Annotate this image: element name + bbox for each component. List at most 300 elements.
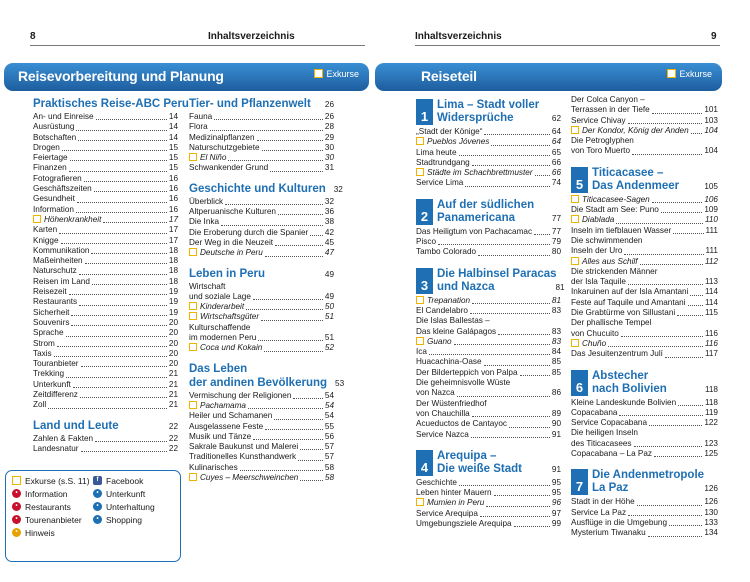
toc-entry [416,378,561,388]
page-ref: 66 [551,168,561,178]
chapter-heading [416,99,561,125]
exkurs-entry [416,296,561,306]
entry-label: Der Weg in die Neuzeit [189,237,274,247]
chapter-title-line [592,180,718,193]
section-heading [189,363,334,376]
toc-entry [33,256,178,266]
entry-label: im modernen Peru [189,333,257,343]
page-ref: 118 [704,397,718,407]
leader [253,299,323,300]
entry-text [571,126,689,136]
leader [274,419,323,420]
entry-text [189,197,223,207]
chapter-number: 6 [571,379,588,396]
page-ref: 17 [168,225,178,235]
entry-label: Heiler und Schamanen [189,411,273,421]
toc-entry [571,267,718,277]
toc-entry [416,158,561,168]
entry-text [189,312,259,322]
entry-text [33,349,52,359]
page-ref: 52 [324,343,334,353]
leader [81,451,167,452]
page-ref: 51 [324,333,334,343]
leader [459,155,550,156]
page-ref: 54 [324,390,334,400]
entry-label: Der Wüstenfriedhof [416,398,487,408]
entry-text [189,292,251,302]
toc-column-1 [33,98,189,454]
chapter-bar [416,99,433,108]
chapter-title-text: nach Bolivien [592,382,667,395]
leader [486,506,550,507]
entry-text [416,306,468,316]
entertainment-icon: • [93,502,102,511]
entry-text [189,112,212,122]
section-title: Das Leben [189,362,248,375]
toc-entry [571,349,718,359]
entry-text [571,518,667,528]
entry-label: Inkaruinen auf der Isla Amantani [571,287,689,297]
leader [454,344,550,345]
page-ref: 74 [551,178,561,188]
leader [103,222,167,223]
chapter-bar [416,268,433,277]
entry-text [416,127,482,137]
entry-text [416,419,507,429]
exkurs-icon [416,296,424,304]
leader [300,480,323,481]
page-ref: 119 [704,407,718,417]
leader [648,536,703,537]
entry-text [571,105,650,115]
entry-label: Zahlen & Fakten [33,433,94,443]
page-ref: 133 [704,517,718,527]
page-ref: 90 [551,419,561,429]
toc-entry [33,369,178,379]
entry-label: Feste auf Taquile und Amantani [571,297,686,307]
chapter-title [437,450,561,476]
entry-label: Überblick [189,196,224,206]
chapter-title-text: und Nazca [437,280,495,293]
chapter-title-line [592,383,718,396]
entry-text [189,442,298,452]
page-ref: 54 [324,411,334,421]
page-ref: 31 [324,163,334,173]
entry-label: Städte im Schachbrettmuster [427,168,533,178]
chapter-heading [416,199,561,225]
leader [76,130,166,131]
legend-item [93,488,174,499]
toc-entry [33,308,178,318]
leader [470,313,550,314]
leader [619,415,703,416]
leader [61,243,167,244]
entry-label: Mumien in Peru [427,498,485,508]
entry-text [571,116,626,126]
entry-text [571,205,659,215]
entry-label: Naturschutz [33,266,77,276]
entry-label: Karten [33,225,58,235]
page-ref: 115 [704,308,718,318]
entry-text [33,194,75,204]
entry-text [571,528,646,538]
chapter-marker [416,450,433,476]
entry-text [33,287,67,297]
entry-label: Mysterium Tiwanaku [571,528,646,538]
exkurs-icon [189,153,197,161]
page-ref: 104 [704,125,718,135]
leader [265,429,323,430]
page-ref: 17 [168,235,178,245]
entry-text [416,498,484,508]
page-ref: 20 [168,348,178,358]
page-ref: 80 [551,247,561,257]
entry-text [571,257,638,267]
entry-text [189,122,208,132]
entry-text [189,282,225,292]
leader [691,133,703,134]
entry-text [416,327,496,337]
entry-text [571,215,614,225]
page-ref: 21 [168,400,178,410]
toc-entry [416,227,561,237]
toc-entry [571,287,718,297]
page-ref: 56 [324,431,334,441]
entry-text [189,343,262,353]
toc-entry [416,368,561,378]
page-ref: 22 [168,433,178,443]
chapter-heading [571,370,718,396]
legend-item [93,501,174,512]
leader [654,456,702,457]
toc-entry [189,422,334,432]
page-ref: 81 [551,295,561,305]
page-ref: 18 [168,266,178,276]
section-heading [33,420,178,433]
entry-text [416,430,469,440]
toc-entry [33,205,178,215]
toc-entry [33,143,178,153]
chapter-marker [571,469,588,495]
toc-entry [33,133,178,143]
leader [221,225,323,226]
page-ref: 16 [168,184,178,194]
toc-entry [33,444,178,454]
leader [498,334,550,335]
page-ref: 66 [551,157,561,167]
page-ref: 19 [168,297,178,307]
entry-label: Kulinarisches [189,462,238,472]
entry-label: Alles aus Schilf [582,256,638,266]
page-ref: 29 [324,132,334,142]
page-ref: 62 [551,114,561,123]
toc-entry [189,411,334,421]
toc-entry [189,282,334,292]
entry-text [416,247,476,257]
toc-entry [189,143,334,153]
entry-text [33,339,55,349]
chapter-title-line [592,370,718,383]
toc-entry [416,430,561,440]
section-heading [33,98,189,111]
legend-item [12,527,93,538]
legend-box [5,470,181,562]
chapter-bar [571,469,588,478]
entry-text [571,136,634,146]
leader [535,175,550,176]
exkurs-entry [571,215,718,225]
entry-label: Reisen im Land [33,276,90,286]
section-title: der andinen Bevölkerung [189,376,328,389]
toc-entry [416,347,561,357]
leader [480,516,550,517]
page-ref: 15 [168,142,178,152]
header-rule [30,45,365,46]
entry-label: Die Stadt am See: Puno [571,205,659,215]
page-ref: 106 [704,194,718,204]
entry-label: Titicacasee-Sagen [582,194,650,204]
page-ref: 91 [551,464,561,474]
toc-entry [33,277,178,287]
toc-entry [416,488,561,498]
legend-grid [12,475,174,538]
toc-column-1 [416,98,565,529]
page-ref: 83 [551,336,561,346]
entry-text [33,215,101,225]
entry-text [33,444,79,454]
entry-label: Das kleine Galápagos [416,326,497,336]
chapter-title [437,199,561,225]
page-ref: 16 [168,173,178,183]
toc-entry [189,112,334,122]
entry-label: Die heiligen Inseln [571,428,638,438]
leader [624,254,703,255]
toc-entry [189,197,334,207]
entry-label: Das Jesuitenzentrum Julí [571,349,663,359]
leader [677,315,703,316]
leader [84,181,167,182]
toc-entry [189,163,334,173]
page-ref: 15 [168,163,178,173]
page-ref: 77 [551,213,561,223]
entry-label: Kulturschaffende [189,322,251,332]
legend-label: Restaurants [25,501,71,512]
toc-entry [571,226,718,236]
entry-label: Kinderarbeit [200,302,245,312]
leader [228,160,322,161]
chapter-title [592,167,718,193]
exkurs-icon [189,248,197,256]
chapter-marker [571,370,588,396]
entry-label: Der Kondor, König der Anden [582,125,689,135]
entry-text [571,308,675,318]
entry-label: der Isla Taquile [571,277,626,287]
toc-entry [416,409,561,419]
entry-text [571,398,676,408]
leader [77,202,167,203]
chapter-title-text: Abstecher [592,369,649,382]
chapter-title-line [437,199,561,212]
chapter-title-text: Panamericana [437,211,515,224]
entry-text [416,388,455,398]
legend-item [12,488,93,499]
legend-label: Exkurse (s.S. 11) [25,475,90,486]
entry-text [33,277,90,287]
toc-entry [571,418,718,428]
entry-text [571,428,638,438]
page-ref: 64 [551,137,561,147]
page-ref: 28 [324,122,334,132]
entry-label: Der Colca Canyon – [571,95,645,104]
toc-entry [416,178,561,188]
toc-entry [33,349,178,359]
page-ref: 30 [324,142,334,152]
page-ref: 16 [168,194,178,204]
legend-item [12,501,93,512]
entry-label: Guano [427,336,452,346]
exkurs-entry [189,248,334,258]
exkurse-legend [314,69,359,79]
page-ref: 111 [705,246,718,256]
entry-label: Sakrale Baukunst und Malerei [189,442,299,452]
leader [95,441,167,442]
toc-entry [571,277,718,287]
page-ref: 130 [704,507,718,517]
page-ref: 85 [551,367,561,377]
leader [640,264,703,265]
page-ref: 15 [168,153,178,163]
page-ref: 32 [333,184,343,194]
entry-text [33,205,74,215]
page-ref: 125 [704,449,718,459]
page-ref: 51 [324,312,334,322]
page-ref: 22 [168,443,178,453]
leader [649,425,702,426]
entry-label: Touranbieter [33,359,79,369]
entry-label: Sprache [33,328,64,338]
entry-text [189,228,308,238]
entry-text [189,422,263,432]
leader [465,186,550,187]
toc-entry [571,318,718,328]
exkurs-entry [189,343,334,353]
chapter-number: 4 [416,459,433,476]
leader [262,150,323,151]
entry-label: Die Eroberung durch die Spanier [189,227,309,237]
entry-label: El Niño [200,153,227,163]
chapter-title-line [437,112,561,125]
exkurs-icon [314,69,323,78]
section-heading [189,182,343,196]
entry-text [416,178,463,188]
spacer [571,459,718,468]
leader [661,212,702,213]
page-ref: 101 [704,105,718,115]
entry-label: Ausrüstung [33,122,75,132]
toc-entry [571,116,718,126]
legend-label: Tourenanbieter [25,514,82,525]
toc-entry [33,122,178,132]
entry-text [416,509,478,519]
toc-entry [189,452,334,462]
leader [608,346,703,347]
toc-entry [416,127,561,137]
page-ref: 97 [551,508,561,518]
entry-text [33,153,68,163]
leader [261,320,323,321]
entry-text [571,287,688,297]
spacer [416,189,561,198]
entry-label: Drogen [33,142,60,152]
entry-text [416,296,470,306]
banner-title: Reiseteil [421,68,477,84]
toc-entry [189,463,334,473]
toc-entry [571,205,718,215]
page-ref: 83 [551,326,561,336]
page-ref: 17 [168,214,178,224]
spacer [571,157,718,166]
entry-label: Umgebungsziele Arequipa [416,519,512,529]
chapter-title-line [592,469,718,482]
leader [637,505,703,506]
chapter-marker [416,99,433,125]
toc-entry [571,105,718,115]
toc-entry [416,388,561,398]
toc-entry [416,478,561,488]
entry-label: von Chauchilla [416,408,470,418]
entry-text [189,238,273,248]
section-title: Land und Leute [33,419,119,432]
leader [66,377,167,378]
toc-entry [189,323,334,333]
entry-text [33,225,57,235]
exkurs-entry [189,312,334,322]
leader [484,365,550,366]
running-head: Inhaltsverzeichnis [415,31,502,42]
leader [96,119,167,120]
entry-label: Trekking [33,369,65,379]
entry-label: Deutsche in Peru [200,248,263,258]
leader [78,140,167,141]
entry-text [189,217,219,227]
entry-label: Huacachina-Oase [416,357,482,367]
entry-label: Zeitdifferenz [33,390,78,400]
leader [652,202,703,203]
leader [494,495,550,496]
leader [57,346,167,347]
leader [48,408,167,409]
spacer [571,360,718,369]
entry-label: Vermischung der Religionen [189,390,292,400]
entry-label: Traditionelles Kunsthandwerk [189,452,297,462]
entry-text [189,248,263,258]
chapter-title-line [437,268,565,281]
exkurs-icon [667,69,676,78]
entry-label: Geschichte [416,477,457,487]
legend-label: Hinweis [25,527,55,538]
toc-entry [571,508,718,518]
entry-text [189,153,226,163]
entry-label: von Toro Muerto [571,146,631,156]
entry-text [33,318,69,328]
entry-label: Die Grabtürme von Sillustani [571,308,676,318]
entry-label: Kleine Landeskunde Bolivien [571,397,677,407]
chapter-title-text: Titicacasee – [592,166,664,179]
toc-entry [33,297,178,307]
entry-text [416,409,470,419]
page-ref: 126 [704,497,718,507]
leader [438,244,550,245]
